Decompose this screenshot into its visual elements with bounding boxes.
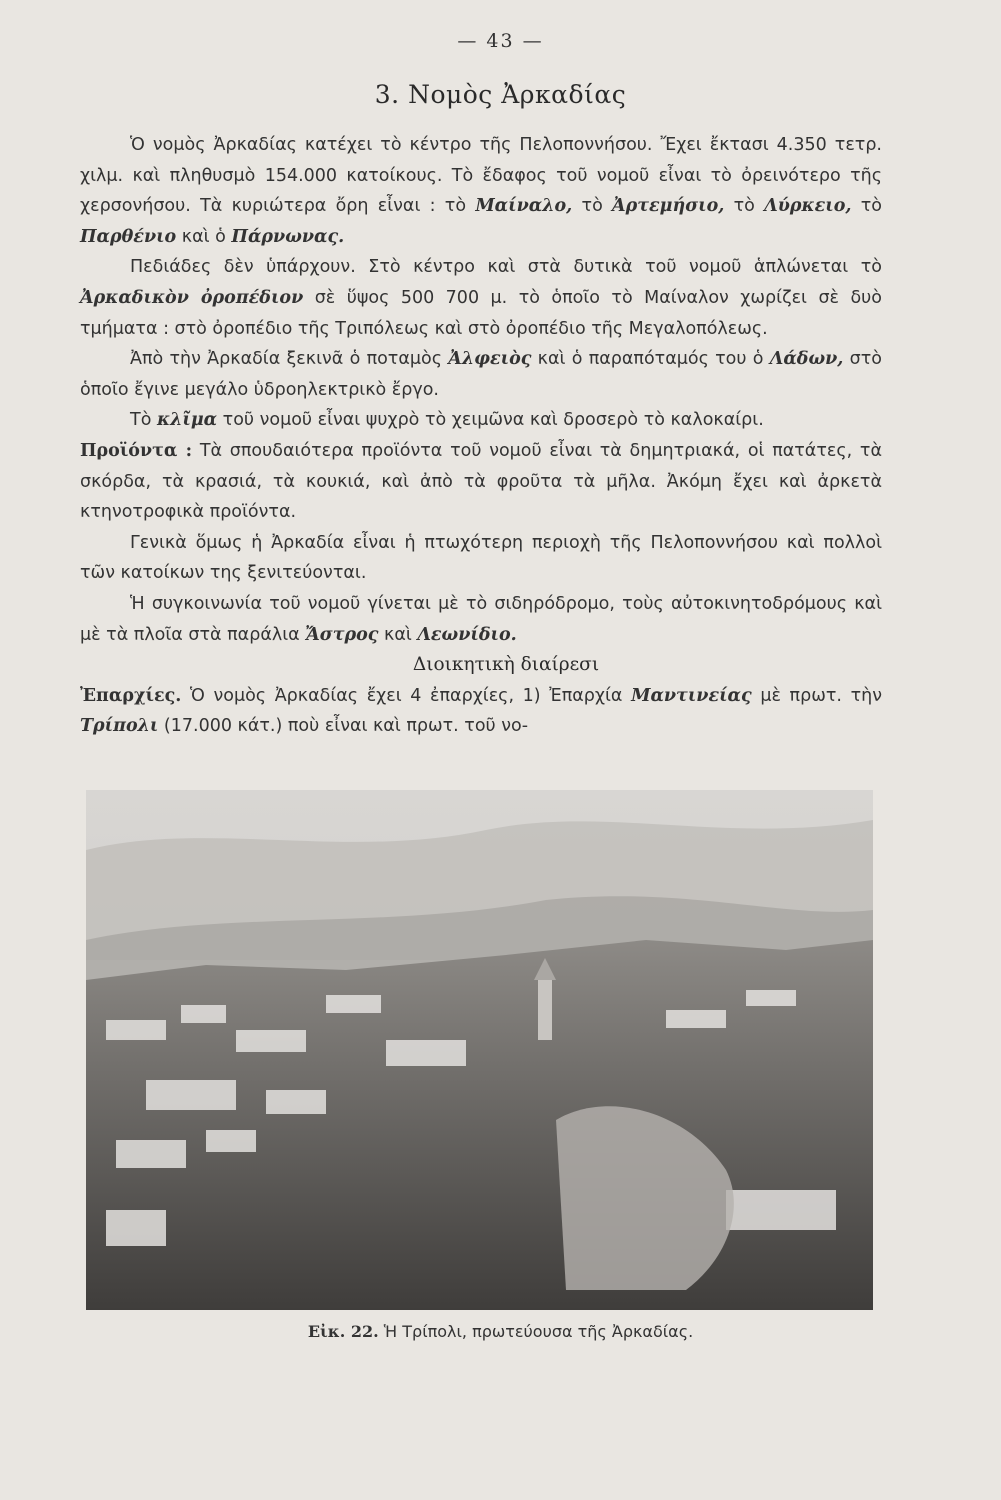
keyword: Ἐπαρχίες. <box>80 685 182 706</box>
keyword: Προϊόντα : <box>80 440 193 461</box>
river-name: Ἀλφειὸς <box>448 349 532 370</box>
text-run: τὸ <box>724 196 765 217</box>
text-run: στὸ ὁποῖο ἔγινε μεγάλο ὑδροηλεκτρικὸ ἔργο. <box>80 349 883 400</box>
text-run: καὶ ὁ <box>176 226 232 247</box>
text-run: μὲ πρωτ. τὴν <box>751 685 882 706</box>
place-name: Λεωνίδιο. <box>417 624 517 645</box>
text-run: τὸ <box>851 196 883 217</box>
text-run: Ὁ νομὸς Ἀρκαδίας κατέχει τὸ κέντρο τῆς Πελοποννήσου. Ἔχει ἔκτασι 4.350 τετρ. χιλμ. καὶ πληθυσμὸ 154.000 κατοίκους. Τὸ ἔδαφος τοῦ νομοῦ εἶναι τὸ ὀρεινότερο τῆς χερσονήσου. Τὰ κυριώτερα ὄρη εἶναι : τὸ <box>80 135 882 217</box>
figure-label: Εἰκ. 22. <box>307 1322 379 1341</box>
paragraph-6: Γενικὰ ὅμως ἡ Ἀρκαδία εἶναι ἡ πτωχότερη περιοχὴ τῆς Πελοποννήσου καὶ πολλοὶ τῶν κατοίκων της ξενιτεύονται. <box>80 532 882 584</box>
text-run: Ἀπὸ τὴν Ἀρκαδία ξεκινᾶ ὁ ποταμὸς <box>130 349 449 370</box>
text-run: τοῦ νομοῦ εἶναι ψυχρὸ τὸ χειμῶνα καὶ δροσερὸ τὸ καλοκαίρι. <box>217 410 764 431</box>
text-run: καὶ <box>378 624 418 645</box>
place-name: Ἄστρος <box>305 624 379 645</box>
mountain-name: Ἀρτεμήσιο, <box>612 196 725 217</box>
paragraph-5 <box>80 436 882 528</box>
mountain-name: Παρθένιο <box>80 226 177 247</box>
text-run: σὲ ὕψος 500 700 μ. τὸ ὁποῖο τὸ Μαίναλον χωρίζει σὲ δυὸ τμήματα : στὸ ὀροπέδιο τῆς Τριπόλεως καὶ στὸ ὀροπέδιο τῆς Μεγαλοπόλεως. <box>80 287 882 339</box>
mountain-name: Πάρνωνας. <box>231 226 345 247</box>
figure-caption-text: Ἡ Τρίπολι, πρωτεύουσα τῆς Ἀρκαδίας. <box>378 1322 694 1341</box>
text-run: Ἡ συγκοινωνία τοῦ νομοῦ γίνεται μὲ τὸ σιδηρόδρομο, τοὺς αὐτοκινητοδρόμους καὶ μὲ τὰ πλοῖα στὰ παράλια <box>80 593 882 645</box>
paragraph-1 <box>80 130 882 252</box>
paragraph-2 <box>80 252 882 344</box>
keyword: κλῖμα <box>156 410 218 431</box>
paragraph-8 <box>80 681 882 742</box>
text-run: Τὰ σπουδαιότερα προϊόντα τοῦ νομοῦ εἶναι τὰ δημητριακά, οἱ πατάτες, τὰ σκόρδα, τὰ κρασιά, τὰ κουκιά, καὶ ἀπὸ τὰ φροῦτα τὰ μῆλα. Ἀκόμη ἔχει καὶ ἀρκετὰ κτηνοτροφικὰ προϊόντα. <box>80 440 882 523</box>
figure-caption <box>0 1322 1001 1341</box>
river-name: Λάδων, <box>769 349 844 370</box>
section-title: 3. Νομὸς Ἀρκαδίας <box>374 80 627 109</box>
text-run: Πεδιάδες δὲν ὑπάρχουν. Στὸ κέντρο καὶ στὰ δυτικὰ τοῦ νομοῦ ἁπλώνεται τὸ <box>130 257 882 278</box>
text-run: Τὸ <box>130 410 157 431</box>
place-name: Μαντινείας <box>631 685 752 706</box>
mountain-name: Λύρκειο, <box>764 196 852 217</box>
subheading: Διοικητικὴ διαίρεσι <box>412 654 600 676</box>
paragraph-4 <box>80 405 882 436</box>
body-text <box>80 130 882 742</box>
page-number: — 43 — <box>457 30 544 52</box>
paragraph-3 <box>80 344 882 405</box>
paragraph-7 <box>80 589 882 650</box>
text-run: τὸ <box>572 196 613 217</box>
plateau-name: Ἀρκαδικὸν ὀροπέδιον <box>80 287 304 308</box>
text-run: καὶ ὁ παραπόταμός του ὁ <box>531 349 770 370</box>
text-run: (17.000 κάτ.) ποὺ εἶναι καὶ πρωτ. τοῦ νο- <box>158 716 529 737</box>
tripoli-photo <box>86 790 873 1310</box>
mountain-name: Μαίναλο, <box>475 196 573 217</box>
place-name: Τρίπολι <box>80 716 159 737</box>
text-run: Ὁ νομὸς Ἀρκαδίας ἔχει 4 ἐπαρχίες, 1) Ἐπαρχία <box>181 685 632 706</box>
